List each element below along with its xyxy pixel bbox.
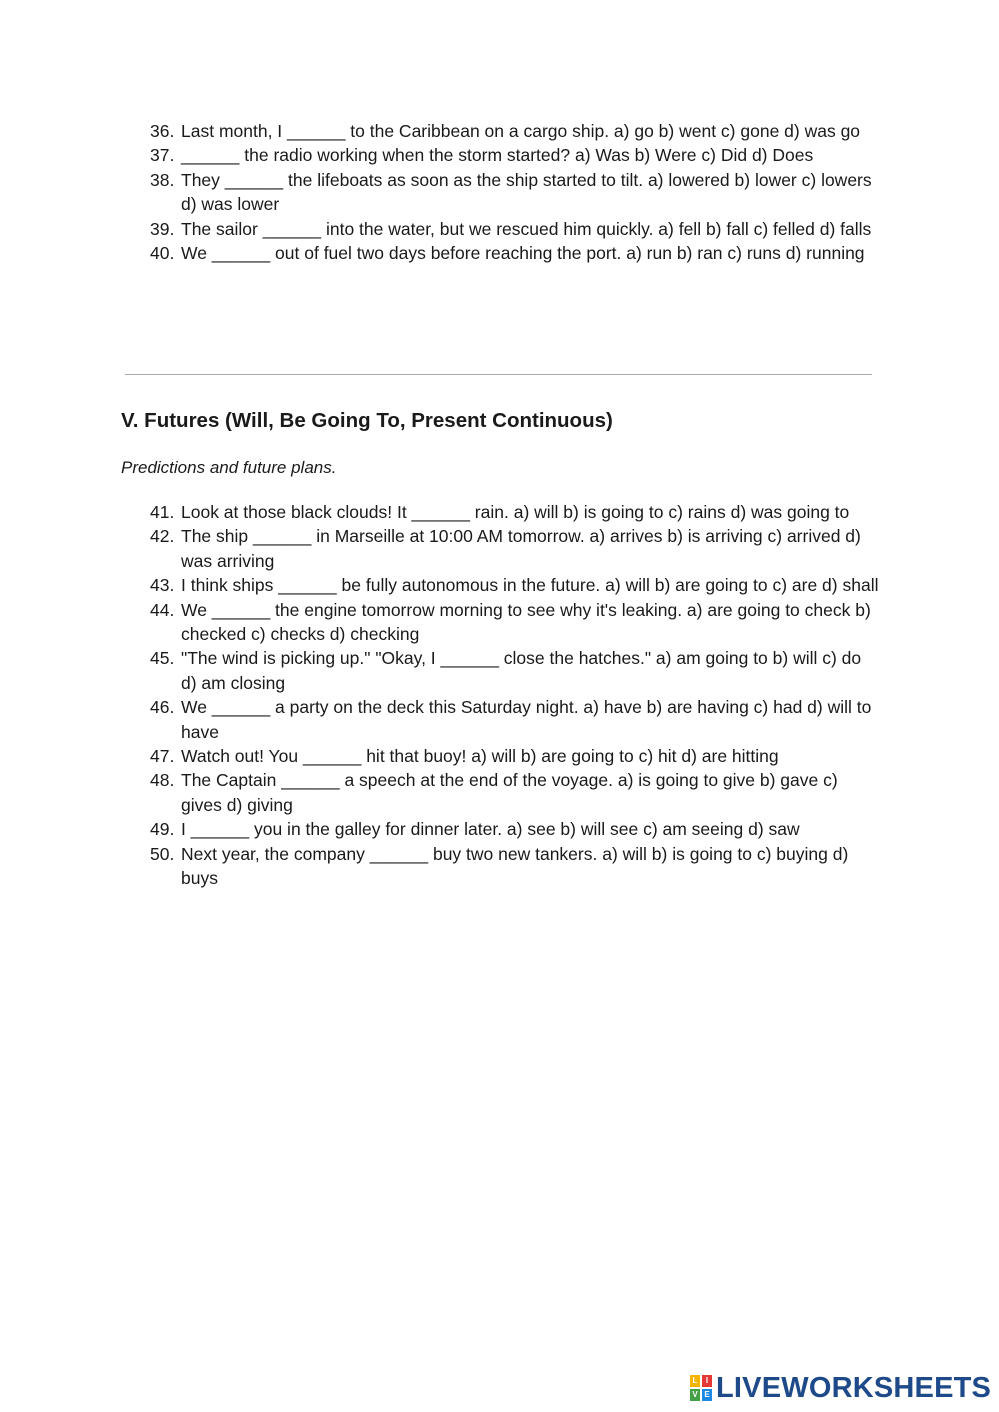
question-item: [148, 744, 880, 768]
question-item: [148, 573, 880, 597]
question-number: 40.: [150, 243, 175, 264]
question-number: 50.: [150, 843, 175, 864]
section-title: V. Futures (Will, Be Going To, Present Continuous): [121, 409, 613, 432]
question-text: Next year, the company ______ buy two new tankers. a) will b) is going to c) buying d) buys: [181, 843, 849, 889]
question-item: [148, 646, 880, 695]
question-text: Look at those black clouds! It ______ rain. a) will b) is going to c) rains d) was going to: [181, 502, 850, 522]
liveworksheets-logo: [690, 1372, 991, 1404]
question-text: Watch out! You ______ hit that buoy! a) will b) are going to c) hit d) are hitting: [181, 746, 779, 767]
question-number: 46.: [150, 697, 175, 718]
question-text: ______ the radio working when the storm started? a) Was b) Were c) Did d) Does: [181, 145, 814, 166]
question-item: [148, 241, 880, 265]
liveworksheets-logo-icon: [690, 1375, 712, 1401]
section-divider: [125, 374, 872, 375]
question-number: 41.: [150, 502, 175, 522]
question-text: The ship ______ in Marseille at 10:00 AM tomorrow. a) arrives b) is arriving c) arrived d) was arriving: [181, 526, 861, 571]
question-text: I ______ you in the galley for dinner later. a) see b) will see c) am seeing d) saw: [181, 819, 800, 840]
question-text: The sailor ______ into the water, but we rescued him quickly. a) fell b) fall c) felled d) falls: [181, 218, 872, 239]
question-text: We ______ a party on the deck this Saturday night. a) have b) are having c) had d) will to have: [181, 697, 872, 742]
question-item: [148, 524, 880, 573]
question-list-section-iv: [148, 119, 880, 265]
question-text: We ______ out of fuel two days before reaching the port. a) run b) ran c) runs d) running: [181, 243, 865, 264]
question-text: Last month, I ______ to the Caribbean on a cargo ship. a) go b) went c) gone d) was go: [181, 121, 861, 141]
question-item: [148, 143, 880, 167]
question-number: 48.: [150, 770, 175, 791]
logo-letter-e: E: [702, 1389, 712, 1401]
question-list-section-v: [148, 500, 880, 891]
logo-letter-i: I: [702, 1375, 712, 1387]
question-number: 49.: [150, 819, 175, 840]
logo-letter-v: V: [690, 1389, 700, 1401]
question-text: "The wind is picking up." "Okay, I ______ close the hatches." a) am going to b) will c) do d) am closing: [181, 648, 862, 693]
question-number: 38.: [150, 169, 175, 190]
question-text: We ______ the engine tomorrow morning to see why it's leaking. a) are going to check b) checked c) checks d) checking: [181, 599, 871, 645]
question-number: 44.: [150, 599, 175, 620]
brand-name: LIVEWORKSHEETS: [716, 1372, 992, 1404]
question-item: [148, 768, 880, 817]
question-text: The Captain ______ a speech at the end of the voyage. a) is going to give b) gave c) gives d) giving: [181, 770, 838, 815]
question-item: [148, 217, 880, 241]
question-number: 42.: [150, 526, 175, 547]
question-number: 47.: [150, 746, 175, 767]
question-text: I think ships ______ be fully autonomous in the future. a) will b) are going to c) are d) shall: [181, 575, 879, 596]
question-number: 39.: [150, 218, 175, 239]
question-item: [148, 842, 880, 891]
question-text: They ______ the lifeboats as soon as the ship started to tilt. a) lowered b) lower c) lowers d) was lower: [181, 169, 872, 215]
section-subtitle: Predictions and future plans.: [121, 458, 337, 477]
question-number: 43.: [150, 575, 175, 596]
question-item: [148, 598, 880, 647]
logo-letter-l: L: [690, 1375, 700, 1387]
question-item: [148, 119, 880, 143]
question-item: [148, 817, 880, 841]
question-number: 37.: [150, 145, 175, 166]
question-item: [148, 500, 880, 524]
question-number: 36.: [150, 121, 175, 141]
question-item: [148, 695, 880, 744]
question-number: 45.: [150, 648, 175, 669]
question-item: [148, 168, 880, 217]
